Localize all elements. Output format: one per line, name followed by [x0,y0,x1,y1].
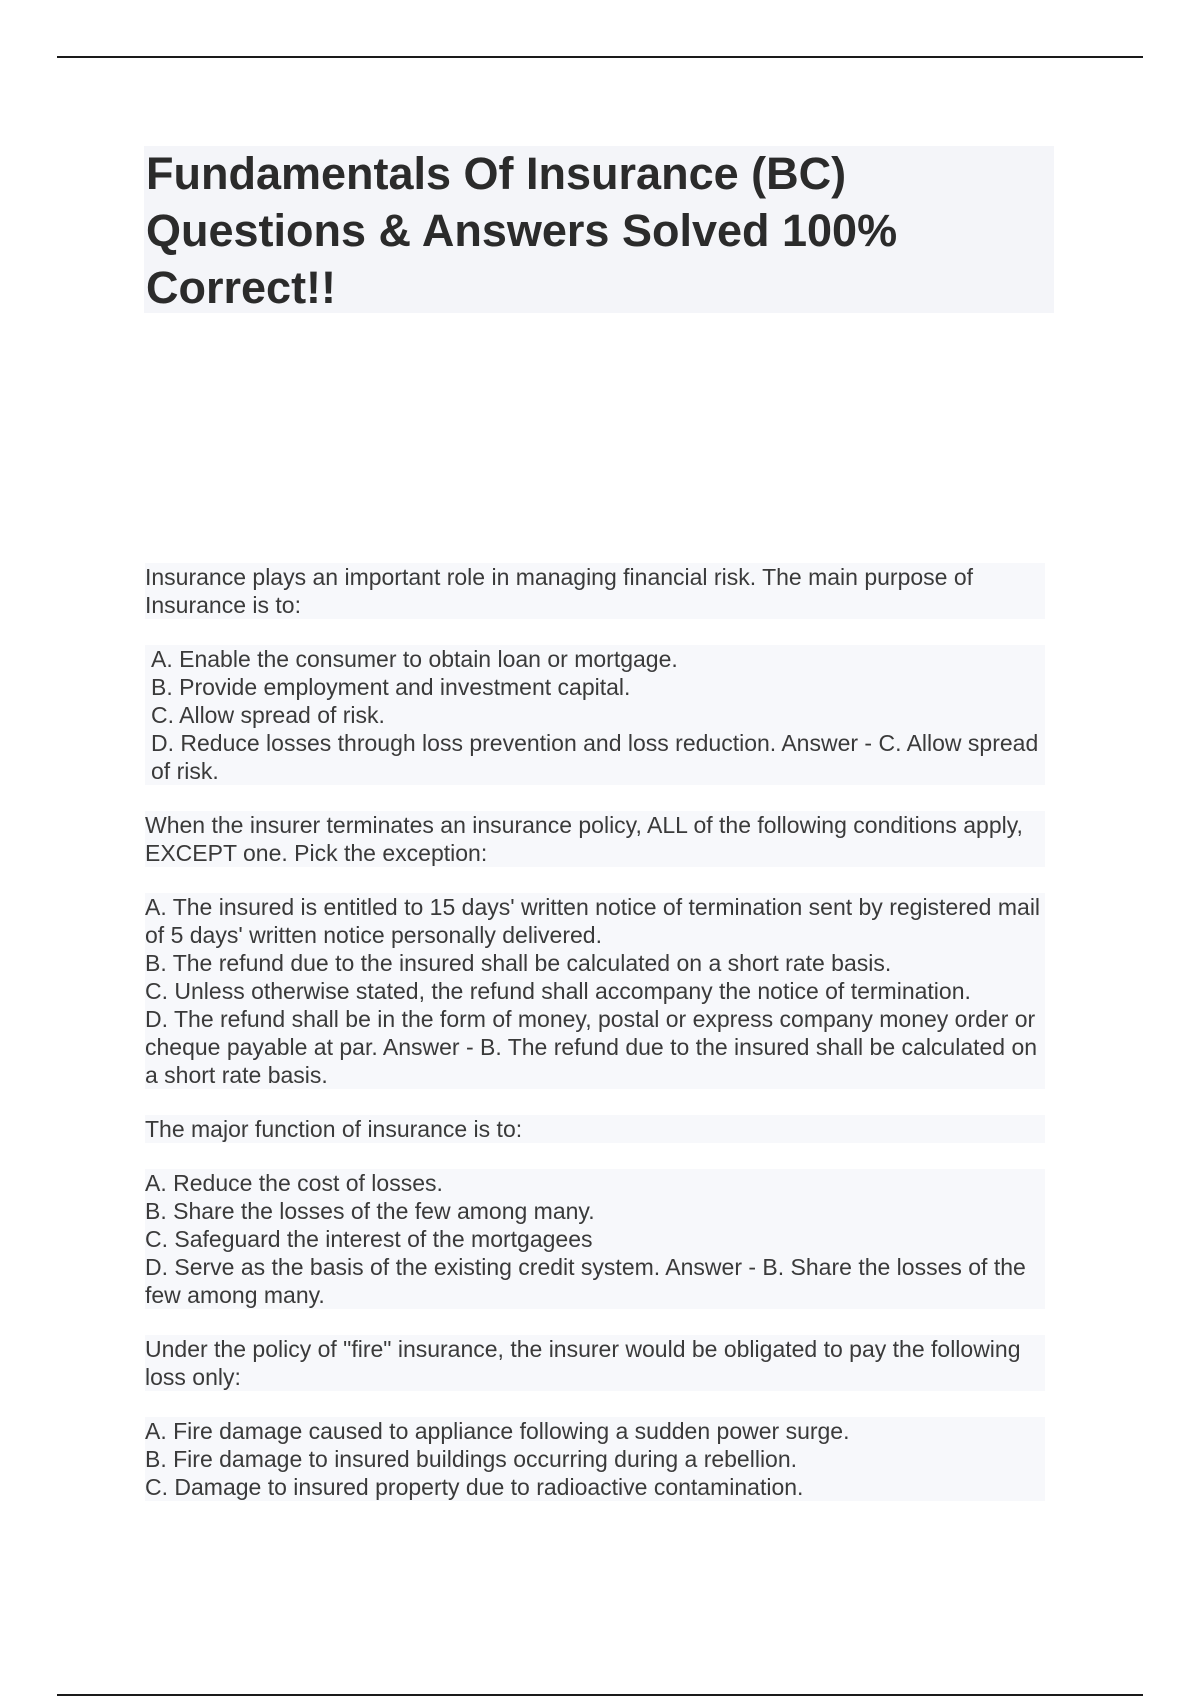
answer-text: Answer - B. Share the losses of the few among many. [145,1254,1026,1308]
question-text: When the insurer terminates an insurance policy, ALL of the following conditions apply, EXCEPT one. Pick the exception: [145,811,1045,867]
option-text: D. The refund shall be in the form of money, postal or express company money order or cheque payable at par. [145,1006,1036,1060]
option-item [145,1253,1045,1309]
option-item: B. Provide employment and investment capital. [145,673,1045,701]
qa-block [145,1115,1045,1309]
option-item: B. The refund due to the insured shall be calculated on a short rate basis. [145,949,1045,977]
options-list [145,1169,1045,1309]
option-item: C. Damage to insured property due to radioactive contamination. [145,1473,1045,1501]
option-item [145,1005,1045,1089]
options-list [145,893,1045,1089]
option-item [145,729,1045,785]
option-item: C. Safeguard the interest of the mortgagees [145,1225,1045,1253]
qa-block [145,1335,1045,1501]
options-list [145,1417,1045,1501]
option-item: B. Fire damage to insured buildings occurring during a rebellion. [145,1445,1045,1473]
top-rule [57,56,1143,58]
option-item: B. Share the losses of the few among many. [145,1197,1045,1225]
document-body [145,563,1045,1527]
question-text: The major function of insurance is to: [145,1115,1045,1143]
option-item: C. Allow spread of risk. [145,701,1045,729]
question-text: Under the policy of "fire" insurance, the insurer would be obligated to pay the following loss only: [145,1335,1045,1391]
option-item: A. The insured is entitled to 15 days' written notice of termination sent by registered mail of 5 days' written notice personally delivered. [145,893,1045,949]
option-text: D. Reduce losses through loss prevention and loss reduction. [151,730,777,756]
question-text: Insurance plays an important role in managing financial risk. The main purpose of Insurance is to: [145,563,1045,619]
bottom-rule [57,1694,1143,1696]
document-title: Fundamentals Of Insurance (BC) Questions & Answers Solved 100% Correct!! [146,148,898,313]
qa-block [145,563,1045,785]
option-item: A. Enable the consumer to obtain loan or mortgage. [145,645,1045,673]
answer-text: Answer - C. Allow spread of risk. [151,730,1039,784]
answer-text: Answer - B. The refund due to the insured shall be calculated on a short rate basis. [145,1034,1038,1088]
option-item: A. Fire damage caused to appliance following a sudden power surge. [145,1417,1045,1445]
option-item: C. Unless otherwise stated, the refund shall accompany the notice of termination. [145,977,1045,1005]
option-text: D. Serve as the basis of the existing credit system. [145,1254,661,1280]
options-list [145,645,1045,785]
option-item: A. Reduce the cost of losses. [145,1169,1045,1197]
qa-block [145,811,1045,1089]
